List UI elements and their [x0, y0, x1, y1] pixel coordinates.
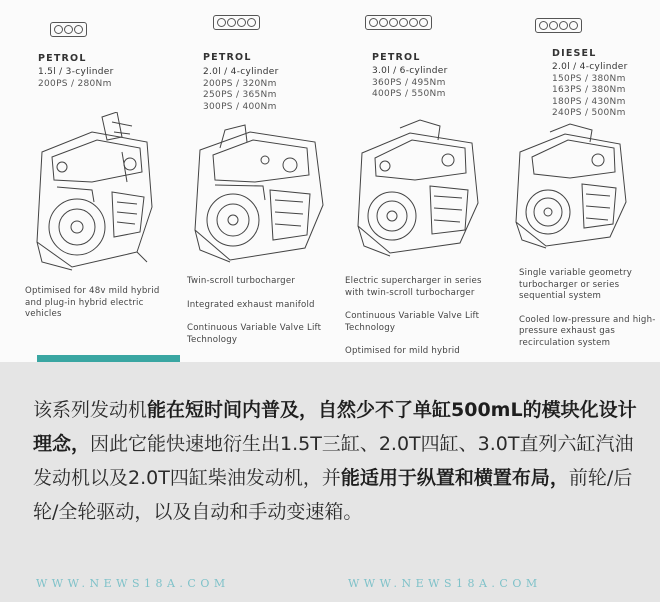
fuel-type-label: PETROL — [372, 52, 421, 63]
engine-spec — [372, 66, 448, 101]
engine-column-4 — [500, 0, 660, 362]
feature-item: Cooled low-pressure and high-pressure exhaust gas recirculation system — [519, 314, 656, 348]
engine-drawing — [22, 112, 167, 277]
engine-displacement: 1.5l / 3-cylinder — [38, 67, 114, 77]
cylinder-icon — [213, 15, 260, 30]
engine-output: 200PS / 320Nm — [203, 78, 277, 89]
feature-item: Optimised for 48v mild hybrid and plug-in hybrid electric vehicles — [25, 286, 160, 319]
engine-features — [187, 276, 337, 358]
engine-column-1 — [0, 0, 170, 362]
engine-output: 150PS / 380Nm — [552, 73, 626, 84]
fuel-type-label: PETROL — [203, 52, 252, 63]
feature-item: Continuous Variable Valve Lift Technology — [345, 311, 480, 333]
feature-item: Electric supercharger in series with twin-scroll turbocharger — [345, 276, 482, 298]
engine-features — [519, 268, 659, 361]
engine-column-3 — [340, 0, 500, 362]
engine-spec — [203, 67, 279, 113]
engine-drawing — [350, 118, 490, 263]
caption-text: 该系列发动机 — [33, 399, 148, 421]
engine-output: 300PS / 400Nm — [203, 101, 277, 112]
engine-output: 200PS / 280Nm — [38, 78, 112, 89]
engine-output: 360PS / 495Nm — [372, 77, 446, 88]
feature-item: Single variable geometry turbocharger or series sequential system — [519, 268, 632, 301]
engine-output: 163PS / 380Nm — [552, 85, 626, 95]
cylinder-icon — [365, 15, 432, 30]
feature-item: Continuous Variable Valve Lift Technology — [187, 323, 322, 345]
engine-column-2 — [170, 0, 340, 362]
cylinder-icon — [535, 18, 582, 33]
engine-features — [25, 286, 170, 333]
engine-output: 250PS / 365Nm — [203, 90, 277, 100]
engine-output: 180PS / 430Nm — [552, 96, 626, 107]
engine-spec — [552, 62, 628, 120]
fuel-type-label: PETROL — [38, 53, 87, 64]
caption-text: 前轮/后轮/全轮驱动，以及自动和手动变速箱。 — [33, 467, 633, 523]
engine-drawing — [185, 120, 335, 268]
engine-spec — [38, 67, 114, 90]
engine-output: 400PS / 550Nm — [372, 89, 446, 99]
feature-item: Optimised for mild hybrid — [345, 346, 460, 356]
engine-drawing — [510, 122, 635, 254]
engine-displacement: 3.0l / 6-cylinder — [372, 66, 448, 76]
caption-text: 因此它能快速地衍生出1.5T三缸、2.0T四缸、3.0T直列六缸汽油发动机以及2.0T四缸柴油发动机，并 — [33, 433, 634, 489]
caption-text-bold: 能在短时间内普及，自然少不了单缸500mL的模块化设计理念， — [33, 399, 637, 455]
feature-item: Twin-scroll turbocharger — [187, 276, 296, 286]
engine-displacement: 2.0l / 4-cylinder — [203, 67, 279, 77]
engine-features — [345, 276, 500, 370]
caption-text-bold: 能适用于纵置和横置布局， — [340, 467, 569, 489]
watermark: WWW.NEWS18A.COM — [348, 577, 542, 590]
caption-paragraph — [33, 393, 639, 529]
fuel-type-label: DIESEL — [552, 48, 597, 59]
watermark: WWW.NEWS18A.COM — [36, 577, 230, 590]
engine-output: 240PS / 500Nm — [552, 108, 626, 118]
engine-displacement: 2.0l / 4-cylinder — [552, 62, 628, 72]
cylinder-icon — [50, 22, 87, 37]
feature-item: Integrated exhaust manifold — [187, 299, 315, 310]
